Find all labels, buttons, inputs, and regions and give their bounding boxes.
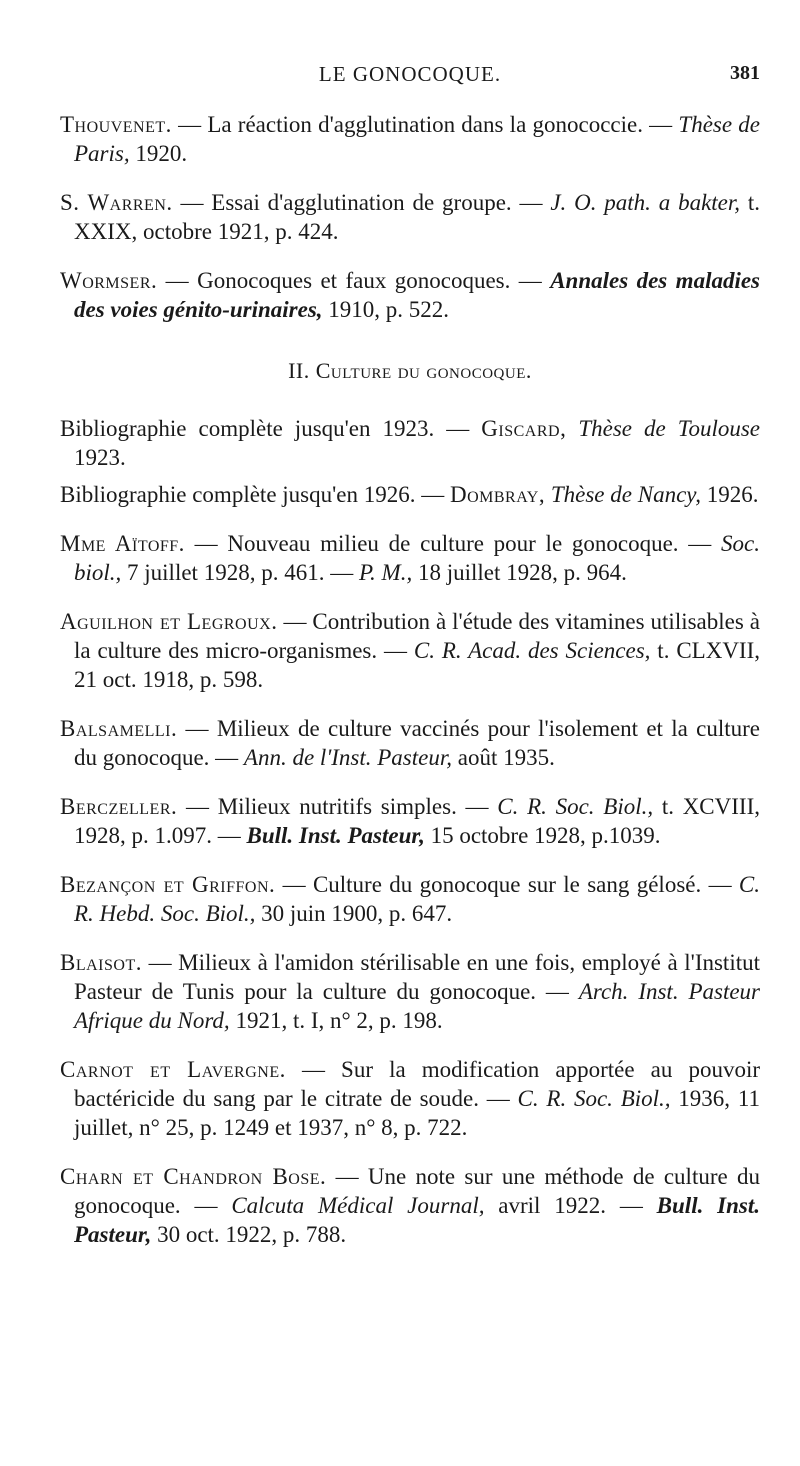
bibliography-body [60, 110, 760, 1269]
entry-author: Thouvenet. [60, 112, 172, 137]
entry-source: J. O. path. a bakter, [550, 190, 741, 215]
bibliography-entry-carnot [60, 1055, 760, 1142]
entry-text: — La réaction d'agglutination dans la gonococcie. — [171, 112, 679, 137]
bibliography-entry-balsamelli [60, 714, 760, 772]
entry-text: — Nouveau milieu de culture pour le gonocoque. — [184, 531, 722, 556]
bibliography-entry-thouvenet [60, 110, 760, 168]
entry-tail: 7 juillet 1928, p. 461. — [121, 560, 359, 585]
entry-source-2: P. M., [358, 560, 413, 585]
entry-text: — Une note sur une méthode de culture du gonocoque. — [74, 1164, 761, 1218]
entry-tail: août 1935. [452, 745, 555, 770]
entry-text: — Sur la modification apportée au pouvoir bactéricide du sang par le citrate de soude. — [74, 1057, 761, 1111]
entry-tail: t. XCVIII, 1928, p. 1.097. — [74, 794, 760, 848]
bibliography-entry-giscard [60, 414, 760, 472]
entry-tail: 1926. [700, 482, 759, 507]
entry-tail: avril 1922. — [484, 1193, 657, 1218]
entry-source: Thèse de Nancy, [545, 482, 701, 507]
entry-author: Aguilhon et Legroux. [60, 609, 278, 634]
bibliography-entry-aguilhon [60, 607, 760, 694]
bibliography-entry-warren [60, 188, 760, 246]
entry-tail-2: 30 oct. 1922, p. 788. [151, 1222, 347, 1247]
bibliography-entry-bezancon [60, 870, 760, 928]
entry-text: — Contribution à l'étude des vitamines utilisables à la culture des micro-organismes. — [74, 609, 760, 663]
entry-author: S. Warren. [60, 190, 173, 215]
entry-tail-2: 18 juillet 1928, p. 964. [412, 560, 627, 585]
entry-tail: 1936, 11 juillet, n° 25, p. 1249 et 1937, n° 8, p. 722. [74, 1086, 760, 1140]
entry-source: Calcuta Médical Journal, [231, 1193, 485, 1218]
entry-author: Wormser. [60, 268, 158, 293]
entry-author: Charn et Chandron Bose. [60, 1164, 327, 1189]
entry-source: Arch. Inst. Pasteur Afrique du Nord, [74, 979, 760, 1033]
entry-lead: Bibliographie complète jusqu'en 1923. — [60, 416, 482, 441]
bibliography-entry-aitoff [60, 529, 760, 587]
entry-tail: 30 juin 1900, p. 647. [255, 901, 453, 926]
entry-tail: 1910, p. 522. [322, 297, 450, 322]
entry-author: Balsamelli. [60, 716, 178, 741]
entry-tail: 1923. [74, 445, 126, 470]
running-title: LE GONOCOQUE. [318, 62, 502, 86]
entry-author: Dombray, [449, 482, 546, 507]
bibliography-entry-dombray [60, 480, 760, 509]
entry-text: — Gonocoques et faux gonocoques. — [157, 268, 551, 293]
entry-source: C. R. Acad. des Sciences, [413, 638, 651, 663]
page-header [60, 62, 760, 92]
entry-text: — Milieux de culture vaccinés pour l'isolement et la culture du gonocoque. — [74, 716, 760, 770]
entry-author: Mme Aïtoff. [60, 531, 185, 556]
bibliography-entry-charn [60, 1162, 760, 1249]
entry-tail: 1921, t. I, n° 2, p. 198. [229, 1008, 443, 1033]
entry-source: C. R. Soc. Biol., [517, 1086, 671, 1111]
entry-tail-2: 15 octobre 1928, p.1039. [424, 823, 661, 848]
entry-text: — Milieux à l'amidon stérilisable en une fois, employé à l'Institut Pasteur de Tunis pour la culture du gonocoque. — [74, 950, 760, 1004]
entry-author: Berczeller. [60, 794, 178, 819]
entry-text: — Milieux nutritifs simples. — [177, 794, 498, 819]
bibliography-entry-wormser [60, 266, 760, 324]
entry-text: — Essai d'agglutination de groupe. — [172, 190, 551, 215]
entry-source: Annales des maladies des voies génito-urinaires, [74, 268, 761, 322]
entry-source: C. R. Soc. Biol., [497, 794, 654, 819]
entry-author: Bezançon et Griffon. [60, 872, 276, 897]
entry-source: Thèse de Paris, [74, 112, 760, 166]
section-heading: II. Culture du gonocoque. [288, 358, 532, 383]
entry-author: Carnot et Lavergne. [60, 1057, 286, 1082]
entry-author: Giscard, [481, 416, 567, 441]
bibliography-entry-blaisot [60, 948, 760, 1035]
entry-author: Blaisot. [60, 950, 142, 975]
entry-source: Thèse de Toulouse [566, 416, 760, 441]
entry-source-2: Bull. Inst. Pasteur, [74, 1193, 760, 1247]
page-number: 381 [730, 62, 760, 84]
bibliography-entry-berczeller [60, 792, 760, 850]
entry-tail: t. CLXVII, 21 oct. 1918, p. 598. [74, 638, 760, 692]
entry-lead: Bibliographie complète jusqu'en 1926. — [60, 482, 450, 507]
entry-source: Ann. de l'Inst. Pasteur, [243, 745, 452, 770]
entry-source: C. R. Hebd. Soc. Biol., [74, 872, 760, 926]
entry-tail: t. XXIX, octobre 1921, p. 424. [74, 190, 761, 244]
entry-text: — Culture du gonocoque sur le sang gélosé. — [275, 872, 739, 897]
entry-tail: 1920. [129, 141, 188, 166]
entry-source-2: Bull. Inst. Pasteur, [246, 823, 425, 848]
entry-source: Soc. biol., [74, 531, 760, 585]
